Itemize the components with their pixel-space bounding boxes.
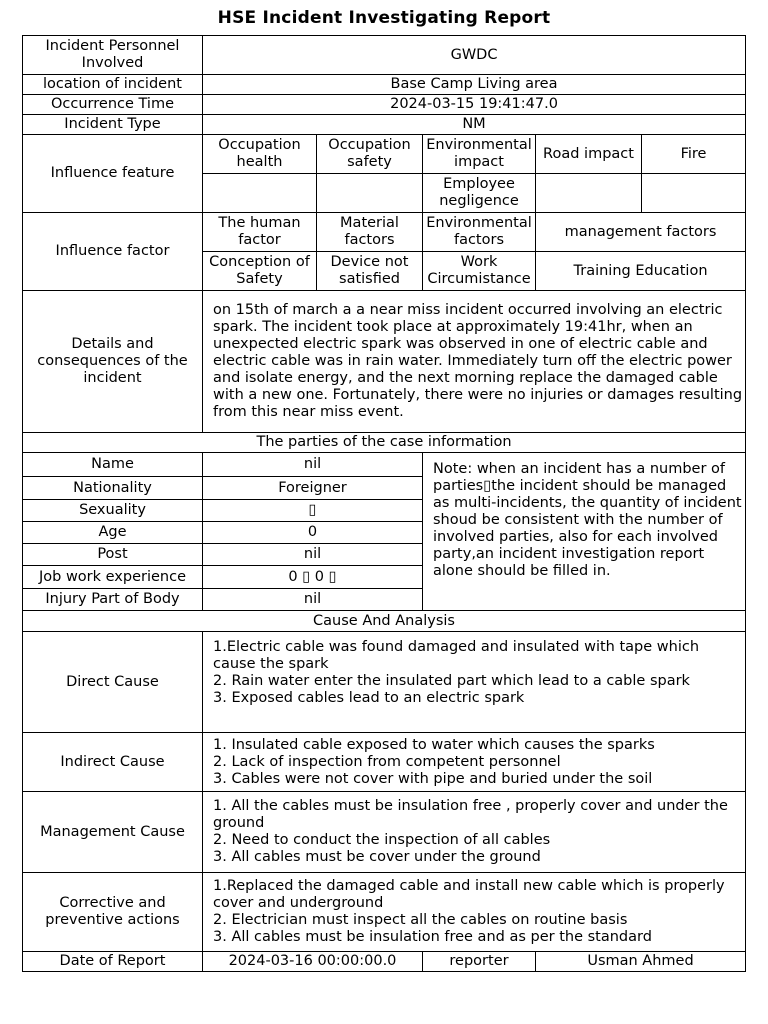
factor-cell: The human factor [203,213,317,252]
direct-cause-label: Direct Cause [23,632,203,733]
direct-cause-text: 1.Electric cable was found damaged and insulated with tape which cause the spark 2. Rain water enter the insulated part which lead to a cable spark 3. Exposed cables lead to an electric spark [203,632,746,733]
parties-header-row [23,433,746,453]
feature-cell [203,174,317,213]
report-table [22,35,746,952]
management-cause-text: 1. All the cables must be insulation free , properly cover and under the ground 2. Need to conduct the inspection of all cables 3. All cables must be cover under the ground [203,792,746,873]
feature-cell [317,174,423,213]
feature-cell: Occupation safety [317,135,423,174]
parties-note: Note: when an incident has a number of parties▯the incident should be managed as multi-incidents, the quantity of incident shoud be consistent with the number of involved parties, also for each involved party,an incident investigation report alone should be filled in. [423,453,746,611]
party-value: Foreigner [203,477,423,500]
feature-cell: Occupation health [203,135,317,174]
party-value: nil [203,453,423,477]
reporter-value: Usman Ahmed [536,952,746,972]
personnel-label: Incident Personnel Involved [23,36,203,75]
parties-header: The parties of the case information [23,433,746,453]
management-cause-label: Management Cause [23,792,203,873]
report-title: HSE Incident Investigating Report [217,8,551,28]
details-row [23,291,746,433]
factor-cell: Device not satisfied [317,252,423,291]
factor-cell: Material factors [317,213,423,252]
influence-factor-label: Influence factor [23,213,203,291]
party-label: Age [23,522,203,544]
party-value: 0 ▯ 0 ▯ [203,566,423,589]
cause-header-row [23,611,746,632]
party-label: Name [23,453,203,477]
party-value: nil [203,544,423,566]
factor-cell: Conception of Safety [203,252,317,291]
indirect-cause-label: Indirect Cause [23,733,203,792]
reporter-label: reporter [423,952,536,972]
footer-row [23,952,746,972]
factor-cell: Training Education [536,252,746,291]
incident-type-label: Incident Type [23,115,203,135]
influence-feature-row [23,135,746,174]
direct-cause-row [23,632,746,733]
party-label: Nationality [23,477,203,500]
details-label: Details and consequences of the incident [23,291,203,433]
cause-header: Cause And Analysis [23,611,746,632]
party-row [23,453,746,477]
incident-type-row [23,115,746,135]
feature-cell: Employee negligence [423,174,536,213]
location-row [23,75,746,95]
personnel-row [23,36,746,75]
details-text: on 15th of march a a near miss incident occurred involving an electric spark. The incident took place at approximately 19:41hr, when an unexpected electric spark was observed in one of electric cable and electric cable was in rain water. Immediately turn off the electric power and isolate energy, and the next morning replace the damaged cable with a new one. Fortunately, there were no injuries or damages resulting from this near miss event. [203,291,746,433]
feature-cell: Road impact [536,135,642,174]
management-cause-row [23,792,746,873]
party-value: 0 [203,522,423,544]
party-value: nil [203,589,423,611]
party-label: Post [23,544,203,566]
feature-cell [642,174,746,213]
location-label: location of incident [23,75,203,95]
date-label: Date of Report [23,952,203,972]
factor-cell: management factors [536,213,746,252]
corrective-row [23,873,746,952]
feature-cell: Fire [642,135,746,174]
party-value: ▯ [203,500,423,522]
personnel-value: GWDC [203,36,746,75]
feature-cell: Environmental impact [423,135,536,174]
indirect-cause-row [23,733,746,792]
influence-feature-label: Influence feature [23,135,203,213]
corrective-text: 1.Replaced the damaged cable and install new cable which is properly cover and underground 2. Electrician must inspect all the cables on routine basis 3. All cables must be insulation free and as per the standard [203,873,746,952]
factor-cell: Environmental factors [423,213,536,252]
occurrence-row [23,95,746,115]
factor-cell: Work Circumistance [423,252,536,291]
party-label: Sexuality [23,500,203,522]
occurrence-value: 2024-03-15 19:41:47.0 [203,95,746,115]
party-label: Injury Part of Body [23,589,203,611]
influence-factor-row [23,213,746,252]
location-value: Base Camp Living area [203,75,746,95]
feature-cell [536,174,642,213]
occurrence-label: Occurrence Time [23,95,203,115]
footer-table [22,951,746,972]
incident-type-value: NM [203,115,746,135]
party-label: Job work experience [23,566,203,589]
indirect-cause-text: 1. Insulated cable exposed to water which causes the sparks 2. Lack of inspection from competent personnel 3. Cables were not cover with pipe and buried under the soil [203,733,746,792]
date-value: 2024-03-16 00:00:00.0 [203,952,423,972]
corrective-label: Corrective and preventive actions [23,873,203,952]
